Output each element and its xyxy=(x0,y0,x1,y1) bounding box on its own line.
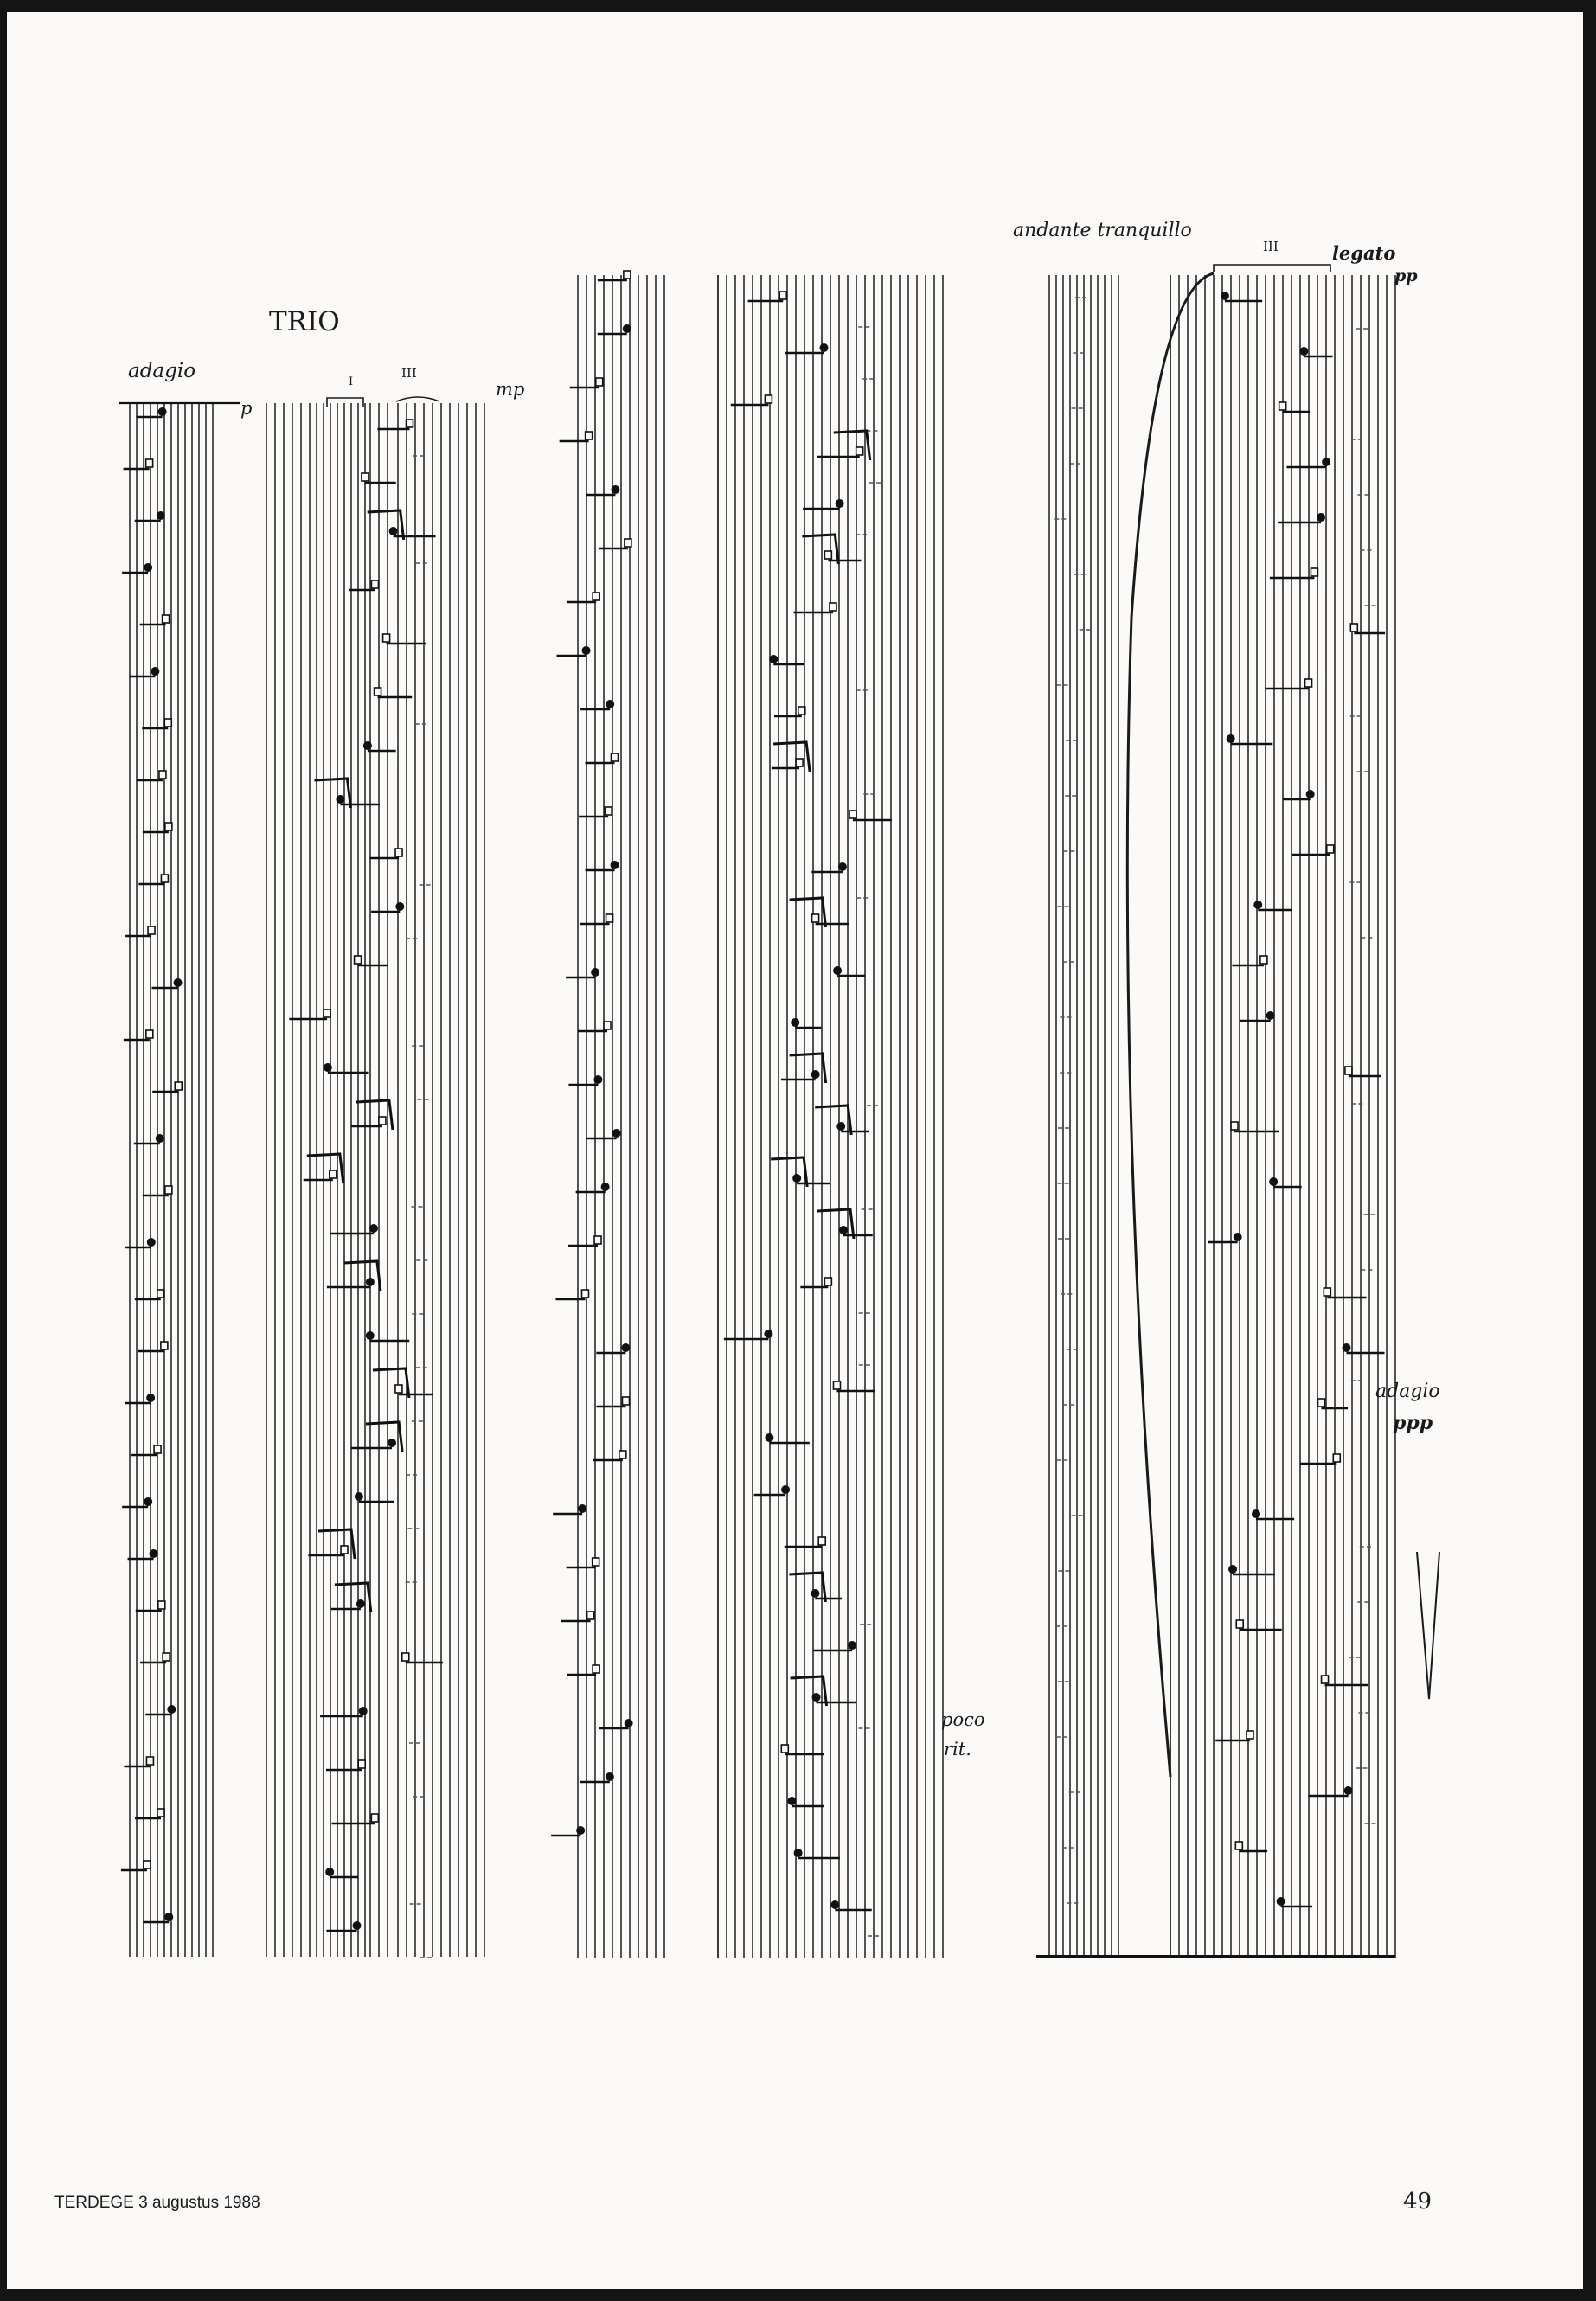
note-head-open xyxy=(779,292,786,299)
note-head-open xyxy=(402,1653,409,1661)
note-head-filled xyxy=(1266,1011,1275,1020)
note-head-open xyxy=(594,1236,601,1244)
string-marking-3b: III xyxy=(1263,239,1279,254)
note-head-filled xyxy=(1252,1509,1260,1518)
note-head-filled xyxy=(144,563,152,572)
note-head-filled xyxy=(1306,790,1315,798)
note-head-open xyxy=(796,759,803,766)
phrase-marks xyxy=(119,265,1439,1957)
note-head-open xyxy=(341,1546,348,1554)
tempo-adagio-2: adagio xyxy=(1375,1381,1440,1402)
note-head-open xyxy=(1327,845,1334,853)
note-head-open xyxy=(798,707,805,715)
note-head-filled xyxy=(356,1599,365,1608)
note-head-filled xyxy=(363,741,372,750)
note-head-filled xyxy=(359,1707,368,1715)
note-head-open xyxy=(812,914,819,922)
dynamic-pp: pp xyxy=(1394,266,1418,285)
decrescendo-hairpin xyxy=(1417,1552,1439,1699)
note-head-filled xyxy=(611,485,619,494)
poco-marking: poco xyxy=(941,1709,985,1730)
note-head-open xyxy=(383,634,390,642)
note-head-open xyxy=(1345,1067,1352,1074)
note-head-filled xyxy=(812,1693,821,1702)
note-head-open xyxy=(604,1022,611,1029)
note-head-filled xyxy=(839,1226,848,1234)
note-head-open xyxy=(1311,568,1317,576)
string-bracket xyxy=(1214,265,1330,272)
note-head-filled xyxy=(325,1868,334,1876)
note-head-open xyxy=(818,1537,825,1545)
note-head-filled xyxy=(1322,458,1330,466)
note-head-filled xyxy=(147,1238,156,1247)
note-head-open xyxy=(395,849,402,856)
note-head-filled xyxy=(366,1331,375,1340)
note-head-filled xyxy=(174,978,183,987)
note-head-open xyxy=(330,1170,337,1178)
note-head-open xyxy=(395,1385,402,1393)
note-head-filled xyxy=(150,1549,158,1558)
note-head-filled xyxy=(324,1063,332,1072)
note-head-open xyxy=(159,771,166,779)
note-head-open xyxy=(781,1745,788,1753)
note-head-open xyxy=(593,1558,599,1566)
note-head-open xyxy=(161,875,168,882)
string-bracket xyxy=(396,397,439,401)
note-head-filled xyxy=(765,1433,773,1442)
note-head-open xyxy=(849,811,856,818)
note-head-filled xyxy=(369,1224,378,1233)
note-head-open xyxy=(175,1082,182,1090)
trio-title: TRIO xyxy=(269,306,340,337)
note-head-open xyxy=(593,593,599,600)
note-head-open xyxy=(375,688,381,695)
note-head-open xyxy=(371,1814,378,1822)
note-head-filled xyxy=(355,1492,363,1501)
tempo-adagio-1: adagio xyxy=(128,360,196,382)
note-head-filled xyxy=(811,1589,819,1598)
note-head-filled xyxy=(1228,1565,1237,1574)
note-head-filled xyxy=(611,861,619,869)
note-head-filled xyxy=(336,795,344,804)
note-head-open xyxy=(407,420,413,427)
staff-lines xyxy=(130,275,1395,1958)
note-head-open xyxy=(158,1601,165,1609)
note-head-filled xyxy=(353,1921,362,1930)
note-head-open xyxy=(324,1009,330,1017)
note-head-filled xyxy=(838,862,847,871)
note-head-open xyxy=(165,823,172,830)
score-page xyxy=(7,12,1583,2289)
note-head-open xyxy=(824,1278,831,1285)
note-head-filled xyxy=(1234,1233,1242,1241)
note-head-filled xyxy=(836,1122,845,1131)
note-head-filled xyxy=(151,667,159,676)
note-head-open xyxy=(596,378,603,386)
note-head-open xyxy=(1350,624,1357,631)
dynamic-mp: mp xyxy=(496,379,525,400)
note-head-filled xyxy=(621,1343,630,1352)
note-head-open xyxy=(830,603,836,611)
note-head-filled xyxy=(1269,1177,1278,1186)
note-head-open xyxy=(856,447,863,455)
note-head-open xyxy=(619,1451,626,1458)
note-head-open xyxy=(625,539,631,547)
string-marking-3a: III xyxy=(401,365,417,381)
note-head-filled xyxy=(606,1772,614,1781)
note-head-filled xyxy=(811,1070,820,1079)
note-head-filled xyxy=(1342,1343,1350,1352)
note-head-open xyxy=(824,551,831,559)
note-head-filled xyxy=(830,1900,839,1909)
note-head-open xyxy=(611,753,618,761)
note-head-open xyxy=(163,615,170,623)
tempo-andante-tranquillo: andante tranquillo xyxy=(1013,220,1192,241)
note-head-filled xyxy=(389,527,398,535)
note-head-open xyxy=(144,1861,151,1868)
note-head-filled xyxy=(582,646,591,655)
note-head-filled xyxy=(792,1174,801,1183)
string-marking-1: I xyxy=(349,375,354,388)
note-head-filled xyxy=(794,1849,803,1857)
note-head-filled xyxy=(791,1018,799,1027)
note-head-open xyxy=(379,1117,386,1125)
note-head-open xyxy=(765,395,772,403)
note-head-open xyxy=(1322,1676,1329,1683)
note-head-filled xyxy=(158,407,167,416)
note-head-open xyxy=(624,271,631,279)
note-head-open xyxy=(146,1030,153,1038)
note-head-open xyxy=(1236,1620,1243,1628)
legato-marking: legato xyxy=(1332,242,1396,264)
note-head-filled xyxy=(578,1504,586,1513)
note-head-filled xyxy=(1277,1897,1285,1906)
note-head-open xyxy=(165,1186,172,1194)
note-head-filled xyxy=(144,1497,152,1506)
note-head-open xyxy=(1317,1399,1324,1407)
note-head-filled xyxy=(366,1278,375,1286)
note-head-filled xyxy=(395,902,404,911)
note-head-open xyxy=(358,1760,365,1768)
note-head-filled xyxy=(836,499,844,508)
note-head-filled xyxy=(167,1705,176,1714)
note-head-filled xyxy=(593,1075,602,1084)
note-head-open xyxy=(157,1809,164,1817)
note-head-filled xyxy=(1344,1786,1353,1795)
note-head-filled xyxy=(787,1797,796,1805)
note-head-filled xyxy=(606,700,614,708)
note-head-open xyxy=(1333,1454,1340,1462)
note-head-open xyxy=(161,1342,168,1349)
note-head-filled xyxy=(157,511,165,520)
note-head-open xyxy=(581,1290,588,1298)
note-head-open xyxy=(587,1612,594,1619)
note-head-open xyxy=(148,926,155,934)
footer-publication: TERDEGE 3 augustus 1988 xyxy=(54,2194,260,2212)
note-head-filled xyxy=(388,1439,396,1447)
note-head-open xyxy=(1247,1731,1253,1739)
dynamic-ppp: ppp xyxy=(1393,1412,1433,1434)
note-head-filled xyxy=(833,966,842,975)
note-head-open xyxy=(593,1665,599,1673)
note-head-open xyxy=(605,807,612,815)
note-head-open xyxy=(1260,956,1267,964)
note-head-filled xyxy=(164,1913,173,1921)
note-head-open xyxy=(362,473,369,481)
note-head-open xyxy=(1305,679,1312,687)
note-head-open xyxy=(1235,1842,1242,1849)
note-head-filled xyxy=(625,1719,633,1727)
note-head-open xyxy=(163,1653,170,1661)
note-head-open xyxy=(157,1290,164,1298)
note-head-filled xyxy=(156,1134,164,1143)
note-head-filled xyxy=(1299,347,1308,356)
note-head-filled xyxy=(146,1394,155,1402)
note-head-open xyxy=(586,432,593,439)
notation-score xyxy=(7,12,1583,2289)
note-head-open xyxy=(622,1397,629,1405)
note-head-filled xyxy=(764,1330,772,1338)
note-head-open xyxy=(1324,1288,1330,1296)
note-head-open xyxy=(606,914,613,922)
note-head-filled xyxy=(848,1641,856,1650)
note-head-filled xyxy=(820,343,829,352)
note-head-filled xyxy=(591,968,599,977)
note-head-filled xyxy=(769,655,778,663)
note-head-filled xyxy=(1317,513,1325,522)
note-head-filled xyxy=(623,324,631,333)
note-head-open xyxy=(1231,1122,1238,1130)
note-head-filled xyxy=(1253,901,1262,909)
note-head-open xyxy=(833,1381,840,1389)
note-head-open xyxy=(164,719,171,727)
note-head-filled xyxy=(576,1826,585,1835)
note-head-open xyxy=(371,580,378,588)
note-head-open xyxy=(146,1757,153,1765)
note-head-open xyxy=(154,1445,161,1453)
note-head-filled xyxy=(781,1485,790,1494)
rit-marking: rit. xyxy=(944,1739,971,1759)
note-head-open xyxy=(355,956,362,964)
note-head-open xyxy=(1279,402,1286,410)
note-head-filled xyxy=(1221,292,1229,300)
dynamic-p: p xyxy=(240,398,253,419)
note-head-filled xyxy=(601,1183,610,1191)
note-head-open xyxy=(146,459,153,467)
note-head-filled xyxy=(1227,734,1235,743)
page-number: 49 xyxy=(1403,2189,1433,2214)
note-head-filled xyxy=(612,1129,621,1138)
